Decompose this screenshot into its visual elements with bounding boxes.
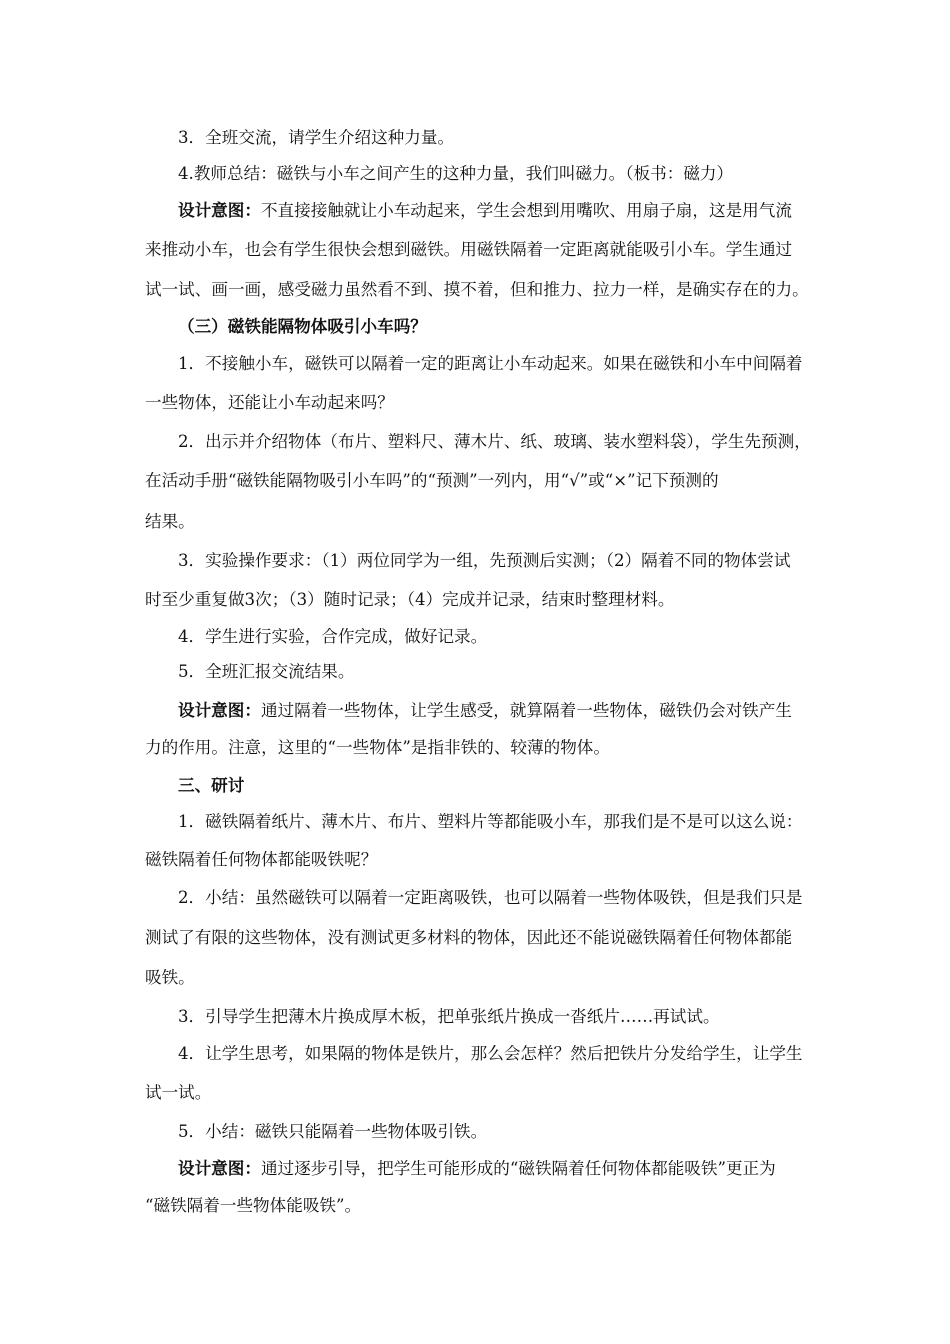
paragraph-line: 在活动手册“磁铁能隔物吸引小车吗”的“预测”一列内，用“√”或“×”记下预测的 xyxy=(145,471,719,490)
design-intent-text: 不直接接触就让小车动起来，学生会想到用嘴吹、用扇子扇，这是用气流 xyxy=(260,201,792,220)
paragraph-line: 3．实验操作要求：（1）两位同学为一组，先预测后实测；（2）隔着不同的物体尝试 xyxy=(178,551,791,570)
section-heading: 三、研讨 xyxy=(178,775,245,795)
design-intent-label: 设计意图： xyxy=(178,1158,261,1178)
design-intent-line xyxy=(178,1157,776,1180)
paragraph-line: 2．出示并介绍物体（布片、塑料尺、薄木片、纸、玻璃、装水塑料袋），学生先预测， xyxy=(178,432,811,451)
paragraph-line: 磁铁隔着任何物体都能吸铁呢？ xyxy=(145,850,378,869)
paragraph-line: 4．学生进行实验，合作完成，做好记录。 xyxy=(178,627,488,646)
paragraph-line: 3．引导学生把薄木片换成厚木板，把单张纸片换成一沓纸片……再试试。 xyxy=(178,1007,720,1026)
paragraph-line: 时至少重复做3次；（3）随时记录；（4）完成并记录，结束时整理材料。 xyxy=(145,590,675,609)
paragraph-line: 4.教师总结：磁铁与小车之间产生的这种力量，我们叫磁力。（板书：磁力） xyxy=(178,164,734,183)
paragraph-line: 5．全班汇报交流结果。 xyxy=(178,662,355,681)
paragraph-line: 5．小结：磁铁只能隔着一些物体吸引铁。 xyxy=(178,1122,488,1141)
design-intent-label: 设计意图： xyxy=(178,700,261,720)
paragraph-line: 试一试。 xyxy=(145,1083,212,1102)
paragraph-line: 一些物体，还能让小车动起来吗？ xyxy=(145,393,394,412)
paragraph-line: 吸铁。 xyxy=(145,968,195,987)
paragraph-line: 1．不接触小车，磁铁可以隔着一定的距离让小车动起来。如果在磁铁和小车中间隔着 xyxy=(178,354,803,373)
design-intent-text: 通过逐步引导，把学生可能形成的“磁铁隔着任何物体都能吸铁”更正为 xyxy=(260,1159,776,1178)
design-intent-text: 通过隔着一些物体，让学生感受，就算隔着一些物体，磁铁仍会对铁产生 xyxy=(260,701,792,720)
paragraph-line: 结果。 xyxy=(145,512,195,531)
section-heading: （三）磁铁能隔物体吸引小车吗？ xyxy=(178,316,427,336)
paragraph-line: 4．让学生思考，如果隔的物体是铁片，那么会怎样？然后把铁片分发给学生，让学生 xyxy=(178,1044,803,1063)
paragraph-line: 1．磁铁隔着纸片、薄木片、布片、塑料片等都能吸小车，那我们是不是可以这么说： xyxy=(178,812,803,831)
paragraph-line: 力的作用。注意，这里的“一些物体”是指非铁的、较薄的物体。 xyxy=(145,738,610,757)
paragraph-line: 测试了有限的这些物体，没有测试更多材料的物体，因此还不能说磁铁隔着任何物体都能 xyxy=(145,928,793,947)
paragraph-line: 3．全班交流，请学生介绍这种力量。 xyxy=(178,128,455,147)
paragraph-line: 试一试、画一画，感受磁力虽然看不到、摸不着，但和推力、拉力一样，是确实存在的力。 xyxy=(145,280,809,299)
design-intent-line xyxy=(178,699,792,722)
paragraph-line: 2．小结：虽然磁铁可以隔着一定距离吸铁，也可以隔着一些物体吸铁，但是我们只是 xyxy=(178,888,803,907)
paragraph-line: 来推动小车，也会有学生很快会想到磁铁。用磁铁隔着一定距离就能吸引小车。学生通过 xyxy=(145,240,793,259)
design-intent-label: 设计意图： xyxy=(178,200,261,220)
design-intent-line xyxy=(178,199,792,222)
paragraph-line: “磁铁隔着一些物体能吸铁”。 xyxy=(145,1196,362,1215)
